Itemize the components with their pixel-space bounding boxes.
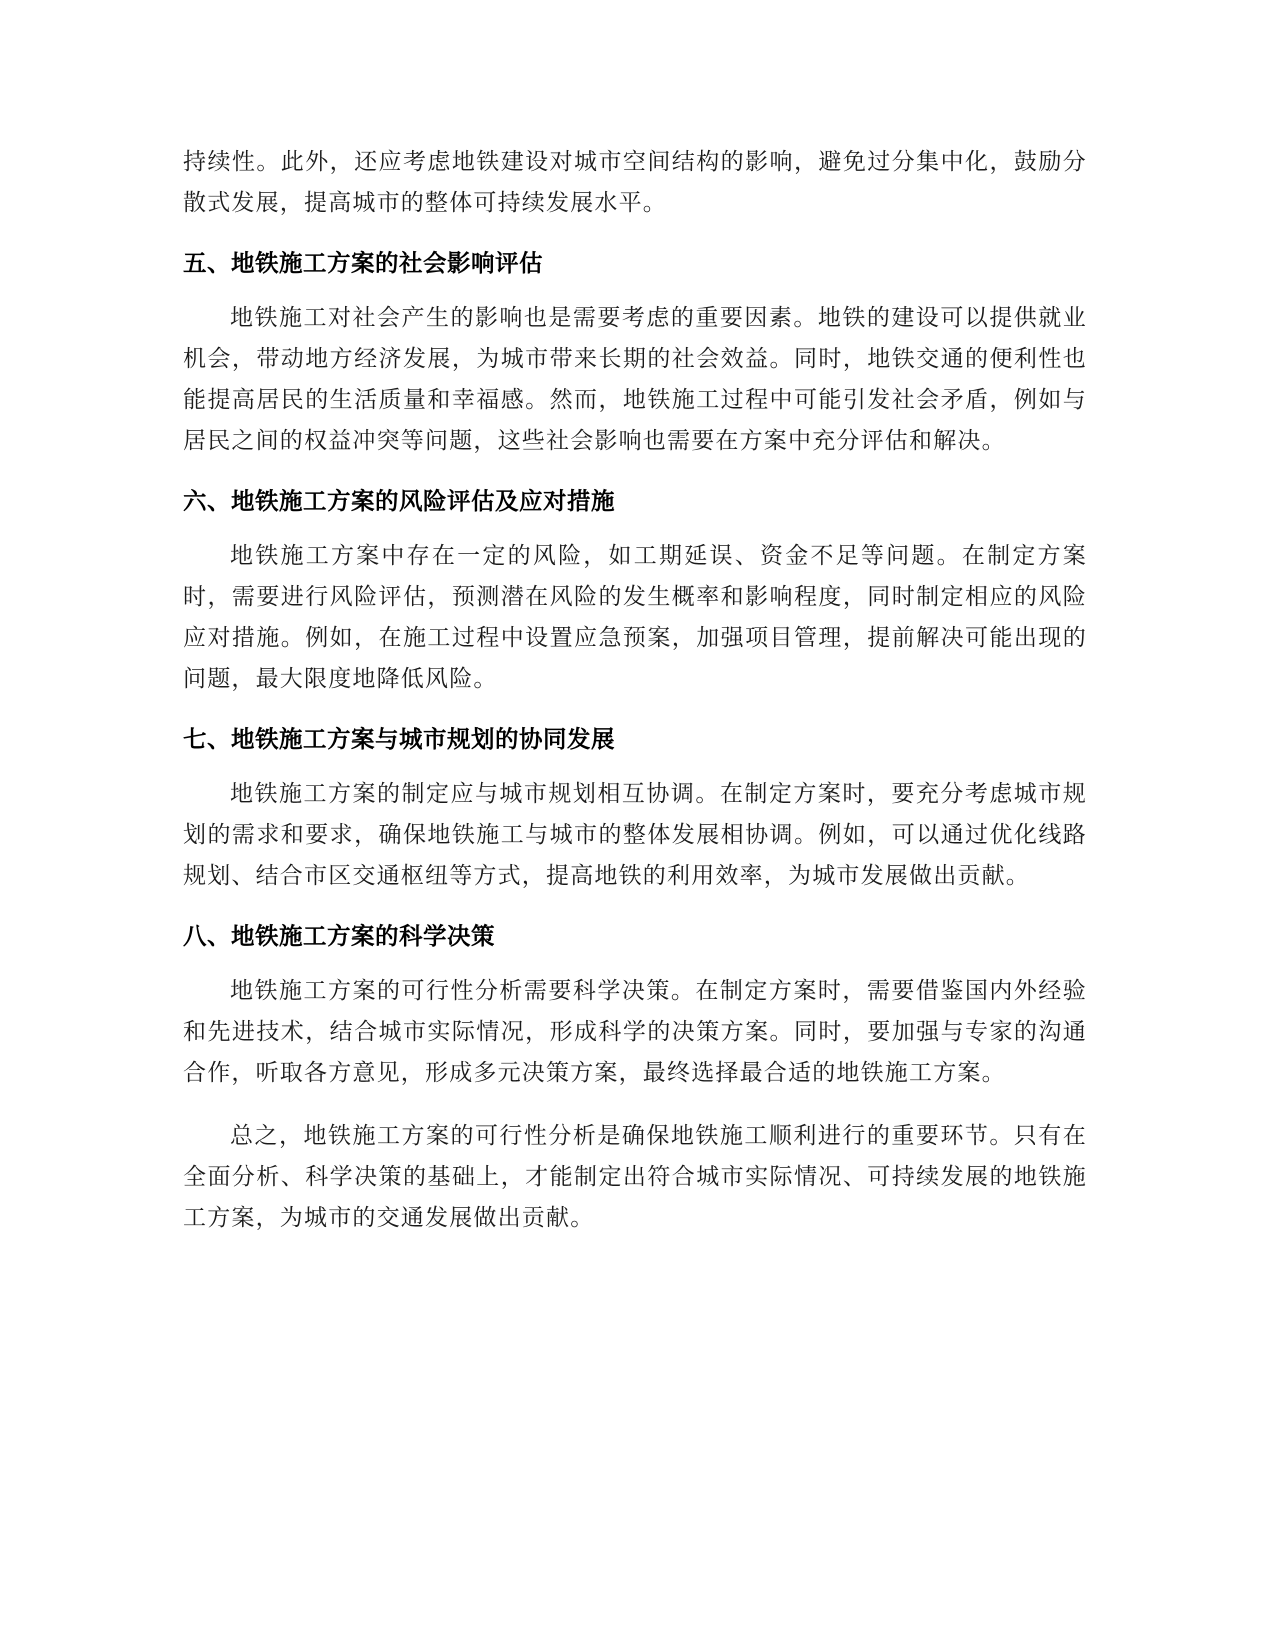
section-scientific-decision: [183, 919, 1087, 1239]
section-social-impact: [183, 246, 1087, 462]
section-urban-planning: [183, 722, 1087, 897]
section-paragraph: 地铁施工方案中存在一定的风险，如工期延误、资金不足等问题。在制定方案时，需要进行风险评估，预测潜在风险的发生概率和影响程度，同时制定相应的风险应对措施。例如，在施工过程中设置应急预案，加强项目管理，提前解决可能出现的问题，最大限度地降低风险。: [183, 543, 1087, 692]
section-heading: 七、地铁施工方案与城市规划的协同发展: [183, 725, 615, 753]
section-heading: 五、地铁施工方案的社会影响评估: [183, 249, 543, 277]
section-risk-assessment: [183, 484, 1087, 700]
section-heading: 八、地铁施工方案的科学决策: [183, 922, 495, 950]
section-paragraph: 地铁施工方案的可行性分析需要科学决策。在制定方案时，需要借鉴国内外经验和先进技术，结合城市实际情况，形成科学的决策方案。同时，要加强与专家的沟通合作，听取各方意见，形成多元决策方案，最终选择最合适的地铁施工方案。: [183, 978, 1087, 1086]
conclusion-paragraph: 总之，地铁施工方案的可行性分析是确保地铁施工顺利进行的重要环节。只有在全面分析、科学决策的基础上，才能制定出符合城市实际情况、可持续发展的地铁施工方案，为城市的交通发展做出贡献。: [183, 1123, 1087, 1231]
intro-paragraph: 持续性。此外，还应考虑地铁建设对城市空间结构的影响，避免过分集中化，鼓励分散式发展，提高城市的整体可持续发展水平。: [183, 149, 1087, 216]
document-page: [183, 142, 1087, 1261]
section-heading: 六、地铁施工方案的风险评估及应对措施: [183, 487, 615, 515]
section-paragraph: 地铁施工对社会产生的影响也是需要考虑的重要因素。地铁的建设可以提供就业机会，带动地方经济发展，为城市带来长期的社会效益。同时，地铁交通的便利性也能提高居民的生活质量和幸福感。然而，地铁施工过程中可能引发社会矛盾，例如与居民之间的权益冲突等问题，这些社会影响也需要在方案中充分评估和解决。: [183, 305, 1087, 454]
section-paragraph: 地铁施工方案的制定应与城市规划相互协调。在制定方案时，要充分考虑城市规划的需求和要求，确保地铁施工与城市的整体发展相协调。例如，可以通过优化线路规划、结合市区交通枢纽等方式，提高地铁的利用效率，为城市发展做出贡献。: [183, 781, 1087, 889]
